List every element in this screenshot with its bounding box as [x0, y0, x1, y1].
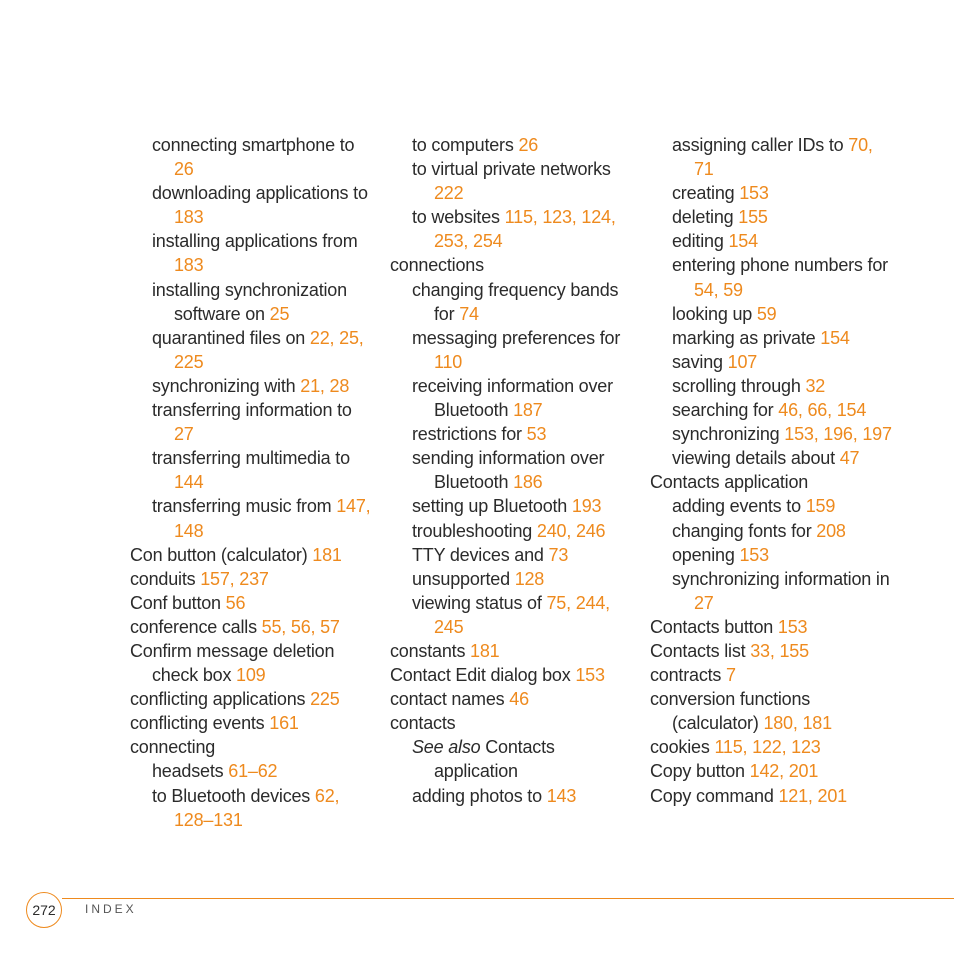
index-entry: [650, 735, 895, 759]
page-reference-link[interactable]: 222: [434, 183, 464, 204]
index-subentry: [152, 759, 375, 783]
entry-term: transferring music from: [152, 496, 337, 517]
index-entry: [650, 784, 895, 808]
page-reference-link[interactable]: 21, 28: [300, 375, 350, 396]
entry-term: looking up: [672, 303, 757, 324]
index-subentry: [152, 446, 375, 494]
index-entry: [130, 567, 375, 591]
entry-term: Con button (calculator): [130, 544, 313, 565]
see-also-label: See also: [412, 737, 481, 758]
page-reference-link[interactable]: 53: [526, 424, 547, 445]
entry-term: transferring information to: [152, 400, 352, 421]
page-reference-link[interactable]: 74: [459, 303, 479, 324]
index-subentry: [412, 735, 635, 783]
entry-term: synchronizing information in: [672, 568, 890, 589]
index-column-2: [390, 133, 635, 808]
entry-term: to Bluetooth devices: [152, 785, 315, 806]
page-reference-link[interactable]: 27: [694, 592, 714, 613]
entry-term: troubleshooting: [412, 520, 537, 541]
index-subentry: [412, 784, 635, 808]
page-reference-link[interactable]: 183: [174, 255, 204, 276]
entry-term: conduits: [130, 568, 201, 589]
footer-divider: [62, 898, 954, 899]
page-reference-link[interactable]: 46: [509, 689, 529, 710]
index-subentry: [152, 326, 375, 374]
entry-term: contacts: [390, 713, 456, 734]
page-reference-link[interactable]: 187: [513, 400, 543, 421]
index-subentry: [672, 133, 895, 181]
section-label: INDEX: [85, 902, 137, 916]
entry-term: quarantined files on: [152, 327, 310, 348]
page-reference-link[interactable]: 147, 148: [174, 496, 371, 541]
page-reference-link[interactable]: 193: [571, 496, 602, 517]
index-subentry: [412, 446, 635, 494]
entry-term: messaging preferences for: [412, 327, 621, 348]
entry-term: entering phone numbers for: [672, 255, 888, 276]
entry-term: deleting: [672, 207, 739, 228]
index-entry: [130, 639, 375, 687]
page-reference-link[interactable]: 157, 237: [200, 568, 269, 589]
page-reference-link[interactable]: 110: [434, 351, 463, 372]
entry-term: synchronizing with: [152, 375, 301, 396]
page-reference-link[interactable]: 153: [777, 616, 808, 637]
entry-term: creating: [672, 183, 740, 204]
entry-term: transferring multimedia to: [152, 448, 350, 469]
entry-term: Contacts list: [650, 640, 751, 661]
page-reference-link[interactable]: 240, 246: [536, 520, 606, 541]
index-entry: [390, 253, 635, 277]
entry-term: conflicting applications: [130, 689, 311, 710]
index-entry: [130, 711, 375, 735]
entry-term: Contacts application: [434, 737, 555, 782]
entry-term: setting up Bluetooth: [412, 496, 572, 517]
page-reference-link[interactable]: 22, 25, 225: [174, 327, 364, 372]
page-reference-link[interactable]: 181: [470, 640, 500, 661]
page-reference-link[interactable]: 33, 155: [750, 640, 809, 661]
entry-term: installing applications from: [152, 231, 358, 252]
index-subentry: [412, 494, 635, 518]
index-subentry: [412, 567, 635, 591]
page-reference-link[interactable]: 142, 201: [749, 761, 819, 782]
page-reference-link[interactable]: 109: [236, 665, 266, 686]
index-subentry: [152, 229, 375, 277]
page-reference-link[interactable]: 208: [816, 520, 846, 541]
page-reference-link[interactable]: 56: [225, 592, 246, 613]
page-reference-link[interactable]: 107: [727, 351, 758, 372]
entry-term: opening: [672, 544, 740, 565]
entry-term: Contacts application: [650, 472, 809, 493]
entry-term: adding photos to: [412, 785, 547, 806]
entry-term: downloading applications to: [152, 183, 368, 204]
page-reference-link[interactable]: 155: [738, 207, 768, 228]
index-entry: [130, 543, 375, 567]
index-subentry: [152, 398, 375, 446]
entry-term: Confirm message deletion check box: [130, 640, 335, 686]
index-entry: [390, 687, 635, 711]
page-reference-link[interactable]: 26: [174, 159, 194, 180]
page-reference-link[interactable]: 144: [174, 472, 204, 493]
index-subentry: [672, 543, 895, 567]
page-reference-link[interactable]: 153: [575, 665, 605, 686]
entry-term: assigning caller IDs to: [672, 135, 849, 155]
index-column-3: [650, 133, 895, 808]
page-reference-link[interactable]: 32: [805, 375, 826, 396]
entry-term: viewing details about: [672, 448, 840, 469]
entry-term: contact names: [390, 689, 510, 710]
entry-term: viewing status of: [412, 592, 547, 613]
index-subentry: [152, 278, 375, 326]
index-subentry: [672, 326, 895, 350]
entry-term: Conf button: [130, 592, 226, 613]
page-reference-link[interactable]: 47: [839, 448, 860, 469]
index-subentry: [412, 326, 635, 374]
entry-term: cookies: [650, 737, 715, 758]
page-reference-link[interactable]: 55, 56, 57: [261, 616, 340, 637]
entry-term: adding events to: [672, 496, 806, 517]
entry-term: TTY devices and: [412, 544, 549, 565]
index-entry: [130, 735, 375, 759]
page-reference-link[interactable]: 46, 66, 154: [778, 400, 867, 421]
index-subentry: [672, 302, 895, 326]
index-subentry: [672, 446, 895, 470]
index-entry: [650, 687, 895, 735]
page-reference-link[interactable]: 153: [739, 544, 769, 565]
entry-term: to virtual private networks: [412, 159, 611, 180]
entry-term: to computers: [412, 135, 519, 155]
entry-term: receiving information over Bluetooth: [412, 375, 613, 421]
entry-term: Copy button: [650, 761, 750, 782]
entry-term: Contacts button: [650, 616, 778, 637]
page-reference-link[interactable]: 181: [312, 544, 342, 565]
page-reference-link[interactable]: 54, 59: [694, 279, 743, 300]
entry-term: scrolling through: [672, 375, 806, 396]
entry-term: synchronizing: [672, 424, 785, 445]
index-subentry: [152, 181, 375, 229]
index-subentry: [672, 205, 895, 229]
index-subentry: [412, 205, 635, 253]
index-subentry: [412, 374, 635, 422]
entry-term: to websites: [412, 207, 505, 228]
index-subentry: [672, 253, 895, 301]
index-subentry: [412, 133, 635, 157]
page-number-badge: [26, 892, 62, 928]
index-entry: [390, 663, 635, 687]
page-reference-link[interactable]: 186: [513, 472, 543, 493]
entry-term: installing synchronization software on: [152, 279, 347, 324]
entry-term: connections: [390, 255, 484, 276]
index-entry: [390, 639, 635, 663]
index-subentry: [672, 181, 895, 205]
page-reference-link[interactable]: 27: [174, 424, 194, 445]
index-subentry: [152, 133, 375, 181]
index-entry: [650, 615, 895, 639]
page-reference-link[interactable]: 161: [269, 713, 299, 734]
page-reference-link[interactable]: 154: [820, 327, 850, 348]
index-subentry: [152, 374, 375, 398]
index-entry: [650, 663, 895, 687]
index-entry: [130, 615, 375, 639]
entry-term: restrictions for: [412, 424, 527, 445]
page-reference-link[interactable]: 61–62: [228, 761, 278, 782]
entry-term: editing: [672, 231, 729, 252]
index-subentry: [672, 422, 895, 446]
index-subentry: [672, 519, 895, 543]
page-reference-link[interactable]: 59: [756, 303, 777, 324]
entry-term: marking as private: [672, 327, 821, 348]
index-subentry: [672, 350, 895, 374]
page-reference-link[interactable]: 26: [518, 135, 539, 155]
index-subentry: [152, 494, 375, 542]
page-reference-link[interactable]: 62, 128–131: [174, 785, 340, 830]
page-reference-link[interactable]: 70, 71: [694, 135, 873, 180]
index-subentry: [412, 591, 635, 639]
entry-term: connecting: [130, 737, 216, 758]
entry-term: unsupported: [412, 568, 515, 589]
index-entry: [130, 591, 375, 615]
page-reference-link[interactable]: 115, 123, 124, 253, 254: [434, 207, 616, 252]
index-subentry: [672, 494, 895, 518]
page-reference-link[interactable]: 225: [310, 689, 340, 710]
entry-term: searching for: [672, 400, 779, 421]
entry-term: constants: [390, 640, 471, 661]
index-subentry: [152, 784, 375, 832]
index-subentry: [412, 157, 635, 205]
index-entry: [650, 470, 895, 494]
index-entry: [390, 711, 635, 735]
index-subentry: [672, 398, 895, 422]
page-reference-link[interactable]: 25: [269, 303, 290, 324]
page-reference-link[interactable]: 159: [805, 496, 836, 517]
entry-term: changing frequency bands for: [412, 279, 619, 324]
index-subentry: [412, 519, 635, 543]
page-reference-link[interactable]: 7: [726, 665, 736, 686]
index-subentry: [672, 567, 895, 615]
entry-term: connecting smartphone to: [152, 135, 355, 155]
entry-term: conflicting events: [130, 713, 270, 734]
page-reference-link[interactable]: 154: [728, 231, 758, 252]
page-reference-link[interactable]: 128: [514, 568, 545, 589]
entry-term: conference calls: [130, 616, 262, 637]
entry-term: Copy command: [650, 785, 779, 806]
index-entry: [130, 687, 375, 711]
index-entry: [650, 639, 895, 663]
entry-term: conversion functions (calculator): [650, 689, 811, 734]
page-reference-link[interactable]: 115, 122, 123: [714, 737, 821, 758]
page-reference-link[interactable]: 121, 201: [778, 785, 847, 806]
page-reference-link[interactable]: 143: [546, 785, 577, 806]
page-reference-link[interactable]: 183: [174, 207, 204, 228]
page-number: 272: [32, 902, 56, 918]
index-subentry: [412, 422, 635, 446]
page-reference-link[interactable]: 180, 181: [763, 713, 832, 734]
page-reference-link[interactable]: 73: [548, 544, 569, 565]
entry-term: saving: [672, 351, 728, 372]
index-subentry: [412, 278, 635, 326]
page-reference-link[interactable]: 153: [739, 183, 769, 204]
page-reference-link[interactable]: 153, 196, 197: [784, 424, 892, 445]
entry-term: sending information over Bluetooth: [412, 448, 605, 493]
index-subentry: [672, 229, 895, 253]
index-subentry: [672, 374, 895, 398]
index-subentry: [412, 543, 635, 567]
entry-term: changing fonts for: [672, 520, 817, 541]
entry-term: Contact Edit dialog box: [390, 665, 576, 686]
index-column-1: [130, 133, 375, 832]
entry-term: contracts: [650, 665, 727, 686]
index-entry: [650, 759, 895, 783]
entry-term: headsets: [152, 761, 229, 782]
page-reference-link[interactable]: 75, 244, 245: [434, 592, 610, 637]
